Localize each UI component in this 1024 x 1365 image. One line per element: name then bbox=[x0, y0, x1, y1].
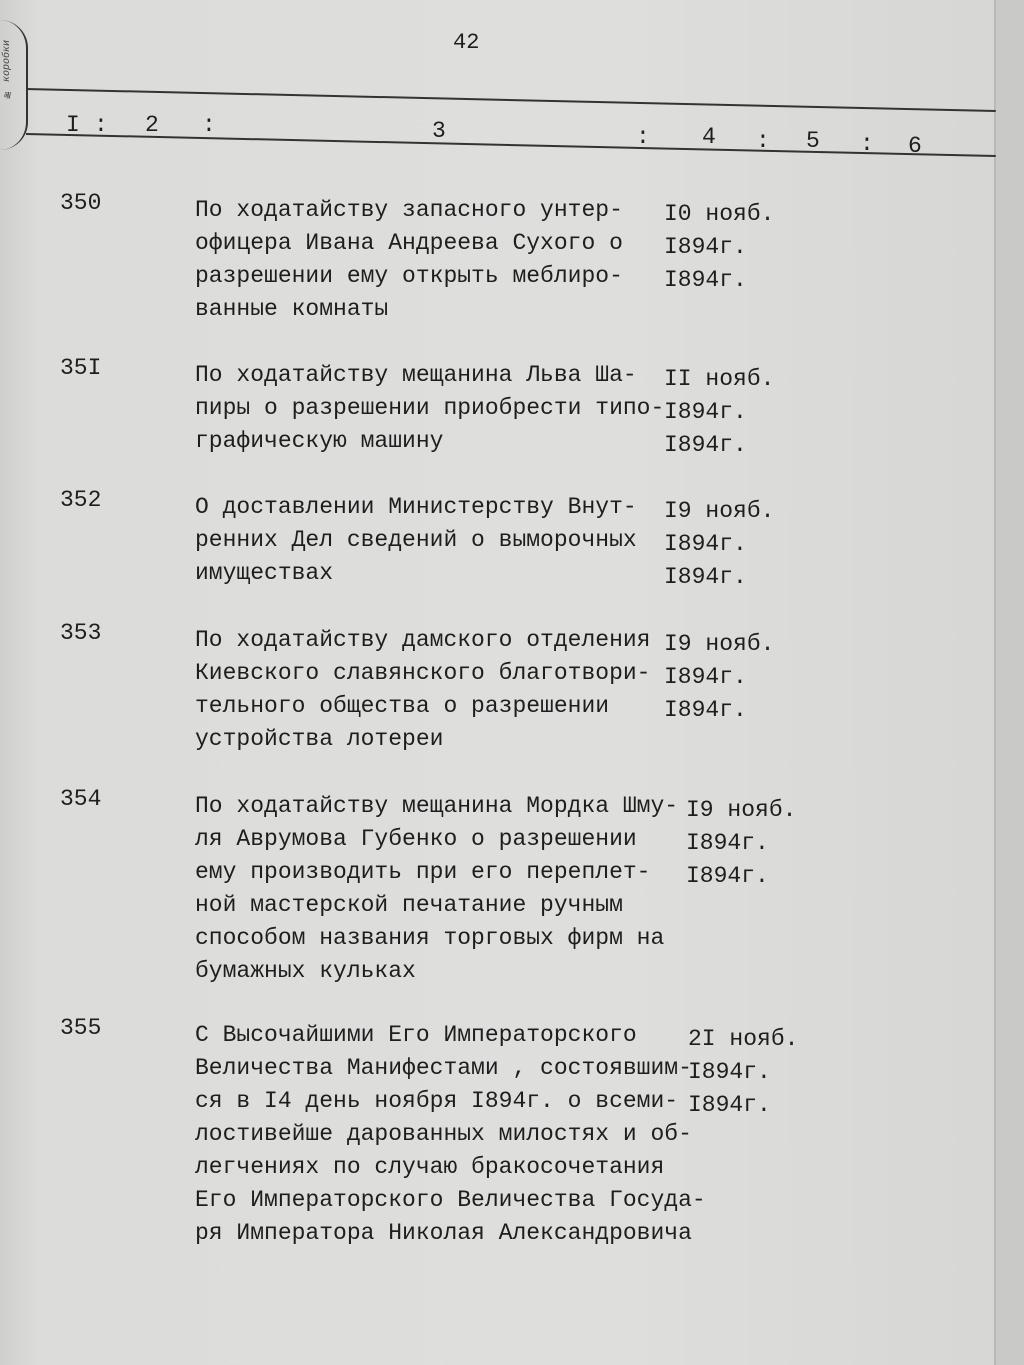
description-line: тельного общества о разрешении bbox=[195, 693, 610, 719]
entry-number: 353 bbox=[60, 620, 102, 646]
description-line: имуществах bbox=[195, 560, 334, 586]
date-line: I894г. bbox=[664, 664, 747, 690]
entry-dates bbox=[664, 198, 774, 297]
description-line: пиры о разрешении приобрести типо- bbox=[195, 395, 665, 421]
page-edge bbox=[994, 0, 1024, 1365]
header-top-rule bbox=[26, 88, 996, 112]
description-line: легчениях по случаю бракосочетания bbox=[195, 1154, 665, 1180]
column-separator: : bbox=[756, 128, 770, 154]
column-separator: : bbox=[860, 131, 874, 157]
date-line: 2I нояб. bbox=[688, 1026, 799, 1052]
date-line: I894г. bbox=[688, 1092, 771, 1118]
description-line: ля Аврумова Губенко о разрешении bbox=[195, 826, 637, 852]
entry-description bbox=[195, 624, 695, 756]
entry-number: 352 bbox=[60, 487, 102, 513]
entry-number: 354 bbox=[60, 786, 102, 812]
description-line: разрешении ему открыть меблиро- bbox=[195, 263, 623, 289]
entry-dates bbox=[664, 628, 774, 727]
entry-dates bbox=[664, 495, 774, 594]
description-line: ря Императора Николая Александровича bbox=[195, 1220, 692, 1246]
date-line: I9 нояб. bbox=[686, 797, 797, 823]
date-line: I894г. bbox=[664, 399, 747, 425]
entry-description bbox=[195, 491, 695, 590]
date-line: I894г. bbox=[664, 531, 747, 557]
description-line: По ходатайству запасного унтер- bbox=[195, 197, 623, 223]
date-line: I894г. bbox=[664, 234, 747, 260]
date-line: I894г. bbox=[686, 830, 769, 856]
description-line: бумажных кульках bbox=[195, 958, 416, 984]
header-bottom-rule bbox=[26, 133, 996, 157]
description-line: Величества Манифестами , состоявшим- bbox=[195, 1055, 692, 1081]
entry-dates bbox=[686, 794, 796, 893]
entry-dates bbox=[688, 1023, 798, 1122]
entry-description bbox=[195, 1019, 706, 1250]
date-line: I894г. bbox=[688, 1059, 771, 1085]
description-line: ной мастерской печатание ручным bbox=[195, 892, 623, 918]
description-line: ванные комнаты bbox=[195, 296, 389, 322]
description-line: По ходатайству мещанина Льва Ша- bbox=[195, 362, 637, 388]
date-line: I894г. bbox=[664, 564, 747, 590]
date-line: I894г. bbox=[664, 432, 747, 458]
description-line: графическую машину bbox=[195, 428, 444, 454]
entry-number: 355 bbox=[60, 1015, 102, 1041]
entry-description bbox=[195, 359, 695, 458]
margin-stamp: № коробки bbox=[0, 20, 28, 150]
description-line: офицера Ивана Андреева Сухого о bbox=[195, 230, 623, 256]
description-line: ся в I4 день ноября I894г. о всеми- bbox=[195, 1088, 679, 1114]
description-line: устройства лотереи bbox=[195, 726, 444, 752]
date-line: I894г. bbox=[686, 863, 769, 889]
column-header-5: 5 bbox=[806, 128, 820, 154]
column-header-6: 6 bbox=[908, 133, 922, 159]
entry-description bbox=[195, 194, 695, 326]
date-line: I894г. bbox=[664, 267, 747, 293]
page-number: 42 bbox=[453, 30, 480, 55]
description-line: О доставлении Министерству Внут- bbox=[195, 494, 637, 520]
column-header-4: 4 bbox=[702, 124, 716, 150]
description-line: По ходатайству мещанина Мордка Шму- bbox=[195, 793, 679, 819]
description-line: лостивейше дарованных милостях и об- bbox=[195, 1121, 692, 1147]
column-separator: : bbox=[636, 124, 650, 150]
column-separator: : bbox=[202, 112, 216, 138]
entry-number: 35I bbox=[60, 355, 102, 381]
description-line: ренних Дел сведений о выморочных bbox=[195, 527, 637, 553]
description-line: ему производить при его переплет- bbox=[195, 859, 651, 885]
date-line: I9 нояб. bbox=[664, 498, 775, 524]
date-line: I9 нояб. bbox=[664, 631, 775, 657]
description-line: Киевского славянского благотвори- bbox=[195, 660, 651, 686]
date-line: I0 нояб. bbox=[664, 201, 775, 227]
date-line: II нояб. bbox=[664, 366, 775, 392]
description-line: С Высочайшими Его Императорского bbox=[195, 1022, 637, 1048]
column-header-1: I bbox=[66, 112, 80, 138]
entry-number: 350 bbox=[60, 190, 102, 216]
date-line: I894г. bbox=[664, 697, 747, 723]
entry-description bbox=[195, 790, 695, 988]
column-separator: : bbox=[94, 112, 108, 138]
description-line: Его Императорского Величества Госуда- bbox=[195, 1187, 706, 1213]
column-header-2: 2 bbox=[145, 112, 159, 138]
entry-dates bbox=[664, 363, 774, 462]
description-line: способом названия торговых фирм на bbox=[195, 925, 665, 951]
description-line: По ходатайству дамского отделения bbox=[195, 627, 651, 653]
column-header-3: 3 bbox=[432, 118, 446, 144]
